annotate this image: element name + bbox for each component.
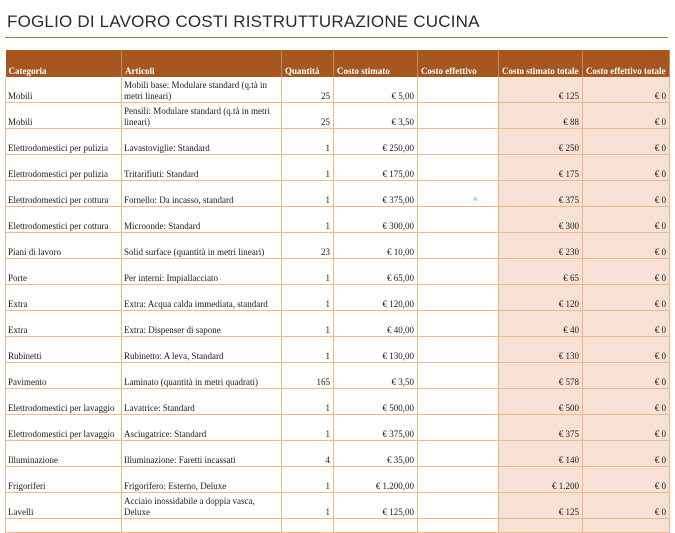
cell-category[interactable]: Rubinetti	[6, 337, 122, 363]
cell-qty[interactable]: 1	[282, 181, 334, 207]
cell-actual-cost[interactable]	[418, 311, 499, 337]
cell-qty[interactable]: 1	[282, 155, 334, 181]
cell-category[interactable]: Elettrodomestici per pulizia	[6, 129, 122, 155]
cell-estimated-total[interactable]: € 88	[499, 103, 583, 129]
cell-actual-cost[interactable]	[418, 389, 499, 415]
cell-actual-cost[interactable]	[418, 207, 499, 233]
cell-actual-cost[interactable]	[418, 181, 499, 207]
cell-item[interactable]: Frigorifero: Esterno, Deluxe	[122, 467, 282, 493]
cell-estimated-cost[interactable]: € 3,50	[334, 103, 418, 129]
table-row	[6, 389, 670, 415]
cell-item[interactable]: Mobili base: Modulare standard (q.tà in metri lineari)	[122, 77, 282, 103]
cell-category[interactable]: Frigoriferi	[6, 467, 122, 493]
cell-actual-cost[interactable]	[418, 337, 499, 363]
cell-qty[interactable]	[282, 519, 334, 533]
cell-estimated-total[interactable]: € 125	[499, 493, 583, 519]
cell-category[interactable]: Mobili	[6, 77, 122, 103]
cell-estimated-total[interactable]: € 500	[499, 389, 583, 415]
cell-estimated-cost[interactable]: € 130,00	[334, 337, 418, 363]
cell-item[interactable]: Tritarifiuti: Standard	[122, 155, 282, 181]
cell-category[interactable]: Porte	[6, 259, 122, 285]
cell-qty[interactable]: 165	[282, 363, 334, 389]
cell-estimated-total[interactable]: € 375	[499, 415, 583, 441]
cell-estimated-cost[interactable]: € 375,00	[334, 415, 418, 441]
table-row	[6, 129, 670, 155]
cell-actual-total[interactable]: € 0	[583, 207, 670, 233]
cursor-marker: ✳	[472, 195, 479, 204]
cell-qty[interactable]: 4	[282, 441, 334, 467]
cell-actual-total[interactable]: € 0	[583, 77, 670, 103]
cell-estimated-total[interactable]: € 300	[499, 207, 583, 233]
cell-actual-total[interactable]	[583, 519, 670, 533]
table-row	[6, 155, 670, 181]
header-actual-total[interactable]: Costo effettivo totale	[583, 50, 670, 77]
cell-qty[interactable]: 1	[282, 467, 334, 493]
cell-category[interactable]: Elettrodomestici per cottura	[6, 181, 122, 207]
cell-qty[interactable]: 25	[282, 103, 334, 129]
cell-actual-total[interactable]: € 0	[583, 233, 670, 259]
table-row	[6, 467, 670, 493]
cell-estimated-total[interactable]: € 125	[499, 77, 583, 103]
cell-category[interactable]: Lavelli	[6, 493, 122, 519]
table-row	[6, 311, 670, 337]
cell-estimated-cost[interactable]: € 500,00	[334, 389, 418, 415]
cell-actual-total[interactable]: € 0	[583, 389, 670, 415]
header-actual-cost[interactable]: Costo effettivo	[418, 50, 499, 77]
cell-actual-total[interactable]: € 0	[583, 441, 670, 467]
cell-category[interactable]: Elettrodomestici per lavaggio	[6, 389, 122, 415]
cell-estimated-cost[interactable]: € 10,00	[334, 233, 418, 259]
cell-estimated-total[interactable]: € 120	[499, 285, 583, 311]
cell-actual-cost[interactable]	[418, 415, 499, 441]
cell-qty[interactable]: 1	[282, 311, 334, 337]
cell-item[interactable]: Acciaio inossidabile a doppia vasca, Deluxe	[122, 493, 282, 519]
cell-estimated-cost[interactable]: € 5,00	[334, 77, 418, 103]
cell-category[interactable]: Elettrodomestici per cottura	[6, 207, 122, 233]
cell-item[interactable]: Extra: Acqua calda immediata, standard	[122, 285, 282, 311]
cell-actual-cost[interactable]	[418, 77, 499, 103]
cell-qty[interactable]: 1	[282, 129, 334, 155]
cell-actual-cost[interactable]	[418, 519, 499, 533]
cell-category[interactable]: Elettrodomestici per pulizia	[6, 155, 122, 181]
cell-estimated-cost[interactable]: € 1.200,00	[334, 467, 418, 493]
cell-qty[interactable]: 1	[282, 389, 334, 415]
table-row	[6, 207, 670, 233]
cell-actual-total[interactable]: € 0	[583, 415, 670, 441]
cell-item[interactable]: Solid surface (quantità in metri lineari)	[122, 233, 282, 259]
cell-estimated-total[interactable]: € 65	[499, 259, 583, 285]
cell-qty[interactable]: 1	[282, 337, 334, 363]
cell-item[interactable]: Microonde: Standard	[122, 207, 282, 233]
cell-qty[interactable]: 1	[282, 493, 334, 519]
cell-item[interactable]: Rubinetto: A leva, Standard	[122, 337, 282, 363]
cell-qty[interactable]: 23	[282, 233, 334, 259]
cell-estimated-cost[interactable]: € 40,00	[334, 311, 418, 337]
cell-qty[interactable]: 1	[282, 207, 334, 233]
cell-item[interactable]: Fornello: Da incasso, standard	[122, 181, 282, 207]
cell-estimated-cost[interactable]: € 3,50	[334, 363, 418, 389]
cell-category[interactable]: Illuminazione	[6, 441, 122, 467]
cell-estimated-total[interactable]: € 578	[499, 363, 583, 389]
header-estimated-cost[interactable]: Costo stimato	[334, 50, 418, 77]
cell-actual-cost[interactable]	[418, 155, 499, 181]
cell-item[interactable]: Lavastoviglie: Standard	[122, 129, 282, 155]
cell-item[interactable]	[122, 519, 282, 533]
table-row	[6, 363, 670, 389]
header-qty[interactable]: Quantità	[282, 50, 334, 77]
table-row	[6, 441, 670, 467]
table-row	[6, 259, 670, 285]
table-row	[6, 233, 670, 259]
table-row	[6, 181, 670, 207]
header-item[interactable]: Articoli	[122, 50, 282, 77]
cell-actual-cost[interactable]	[418, 363, 499, 389]
cell-estimated-cost[interactable]	[334, 519, 418, 533]
cell-estimated-cost[interactable]: € 175,00	[334, 155, 418, 181]
header-row	[6, 50, 670, 77]
cost-table	[5, 50, 670, 533]
cell-estimated-total[interactable]: € 375	[499, 181, 583, 207]
cell-item[interactable]: Per interni: Impiallacciato	[122, 259, 282, 285]
cell-qty[interactable]: 25	[282, 77, 334, 103]
title-divider	[5, 37, 668, 38]
header-category[interactable]: Categoria	[6, 50, 122, 77]
cell-actual-cost[interactable]	[418, 233, 499, 259]
cell-actual-total[interactable]: € 0	[583, 467, 670, 493]
cell-actual-total[interactable]: € 0	[583, 103, 670, 129]
cell-actual-total[interactable]: € 0	[583, 363, 670, 389]
page-title: FOGLIO DI LAVORO COSTI RISTRUTTURAZIONE CUCINA	[7, 12, 480, 31]
cell-actual-cost[interactable]	[418, 285, 499, 311]
cell-item[interactable]: Illuminazione: Faretti incassati	[122, 441, 282, 467]
cell-actual-cost[interactable]	[418, 103, 499, 129]
cell-estimated-total[interactable]: € 250	[499, 129, 583, 155]
cell-item[interactable]: Laminato (quantità in metri quadrati)	[122, 363, 282, 389]
cell-category[interactable]: Extra	[6, 311, 122, 337]
table-row	[6, 415, 670, 441]
cell-category[interactable]	[6, 519, 122, 533]
cell-category[interactable]: Pavimento	[6, 363, 122, 389]
cell-qty[interactable]: 1	[282, 285, 334, 311]
cell-actual-total[interactable]: € 0	[583, 129, 670, 155]
cell-item[interactable]: Asciugatrice: Standard	[122, 415, 282, 441]
cell-actual-cost[interactable]	[418, 441, 499, 467]
cell-estimated-total[interactable]: € 40	[499, 311, 583, 337]
cell-actual-total[interactable]: € 0	[583, 285, 670, 311]
table-row	[6, 493, 670, 519]
cell-category[interactable]: Elettrodomestici per lavaggio	[6, 415, 122, 441]
table-row	[6, 337, 670, 363]
cell-estimated-total[interactable]: € 230	[499, 233, 583, 259]
table-row	[6, 103, 670, 129]
table-row	[6, 285, 670, 311]
cell-estimated-cost[interactable]: € 125,00	[334, 493, 418, 519]
cell-estimated-cost[interactable]: € 375,00	[334, 181, 418, 207]
header-estimated-total[interactable]: Costo stimato totale	[499, 50, 583, 77]
cell-estimated-total[interactable]	[499, 519, 583, 533]
cell-qty[interactable]: 1	[282, 415, 334, 441]
cell-estimated-total[interactable]: € 140	[499, 441, 583, 467]
cell-actual-total[interactable]: € 0	[583, 259, 670, 285]
cell-item[interactable]: Lavatrice: Standard	[122, 389, 282, 415]
cell-actual-cost[interactable]	[418, 493, 499, 519]
cell-actual-cost[interactable]	[418, 467, 499, 493]
cell-actual-total[interactable]: € 0	[583, 181, 670, 207]
cell-estimated-total[interactable]: € 130	[499, 337, 583, 363]
cell-actual-total[interactable]: € 0	[583, 311, 670, 337]
cell-estimated-total[interactable]: € 1.200	[499, 467, 583, 493]
cell-estimated-cost[interactable]: € 35,00	[334, 441, 418, 467]
cell-actual-cost[interactable]	[418, 259, 499, 285]
cell-actual-total[interactable]: € 0	[583, 155, 670, 181]
cell-estimated-total[interactable]: € 175	[499, 155, 583, 181]
cell-estimated-cost[interactable]: € 300,00	[334, 207, 418, 233]
table-row	[6, 77, 670, 103]
cell-category[interactable]: Extra	[6, 285, 122, 311]
cell-estimated-cost[interactable]: € 250,00	[334, 129, 418, 155]
cell-estimated-cost[interactable]: € 65,00	[334, 259, 418, 285]
cell-actual-total[interactable]: € 0	[583, 493, 670, 519]
cell-estimated-cost[interactable]: € 120,00	[334, 285, 418, 311]
cell-actual-cost[interactable]	[418, 129, 499, 155]
cell-qty[interactable]: 1	[282, 259, 334, 285]
table-row	[6, 519, 670, 533]
cell-category[interactable]: Piani di lavoro	[6, 233, 122, 259]
cell-item[interactable]: Pensili: Modulare standard (q.tà in metri lineari)	[122, 103, 282, 129]
cell-item[interactable]: Extra: Dispenser di sapone	[122, 311, 282, 337]
cell-category[interactable]: Mobili	[6, 103, 122, 129]
cell-actual-total[interactable]: € 0	[583, 337, 670, 363]
